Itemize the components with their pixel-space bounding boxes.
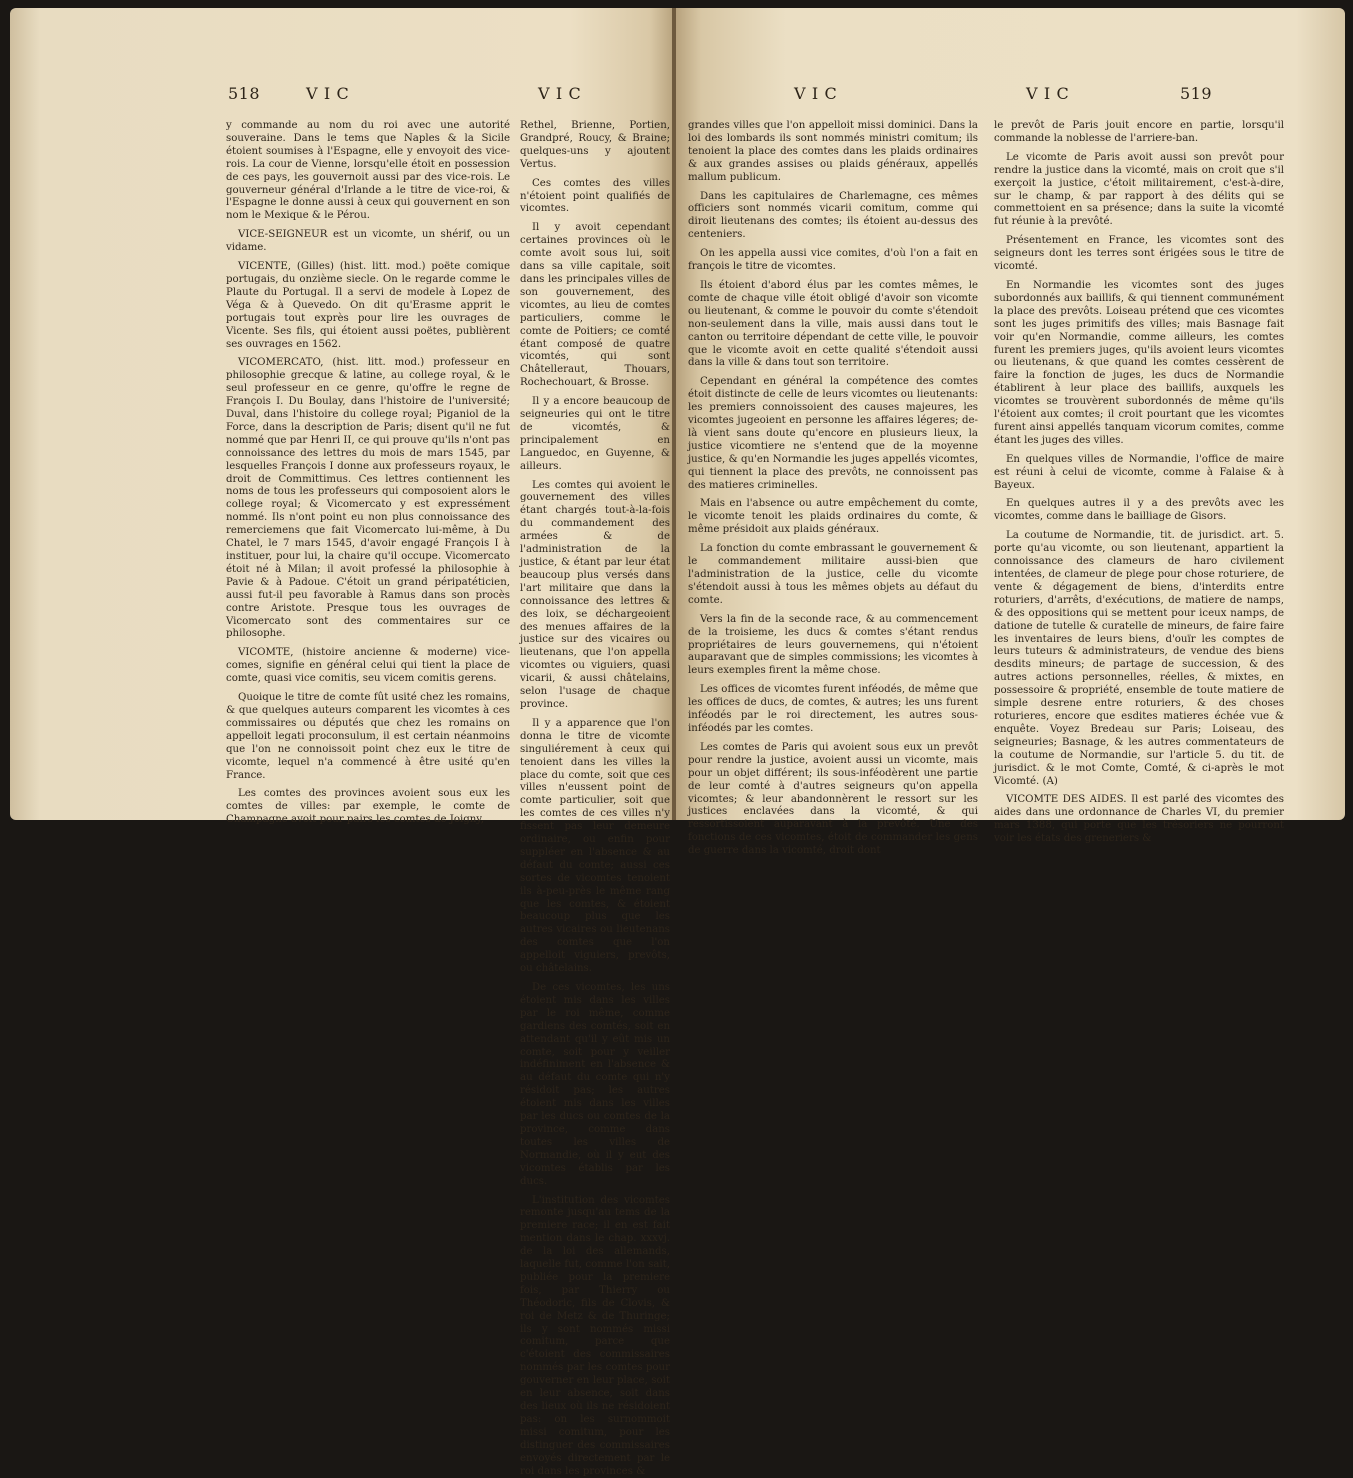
paragraph: La fonction du comte embrassant le gouvernement & le commandement militaire aussi-bien que l'administration de la justice, celle du vicomte s'étendoit aussi à tous les mêmes objets au défaut du comte. xyxy=(688,543,978,608)
right-column-2 xyxy=(994,120,1284,810)
paragraph: grandes villes que l'on appelloit missi dominici. Dans la loi des lombards ils sont nommés ministri comitum; ils tenoient la place des comtes dans les plaids ordinaires & aux grandes assises ou plaids généraux, appellés mallum publicum. xyxy=(688,120,978,185)
right-column-1 xyxy=(688,120,978,810)
paragraph: VICOMTE, (histoire ancienne & moderne) vice-comes, signifie en général celui qui tient la place de comte, quasi vice comitis, seu vicem comitis gerens. xyxy=(226,647,510,686)
right-page xyxy=(676,8,1345,820)
paragraph: Les comtes qui avoient le gouvernement des villes étant chargés tout-à-la-fois du commandement des armées & de l'administration de la justice, & étant par leur état beaucoup plus versés dans l'art militaire que dans la connoissance des lettres & des loix, se déchargeoient des menues affaires de la justice sur des vicaires ou lieutenans, que l'on appella vicomtes ou viguiers, quasi vicarii, & aussi châtelains, selon l'usage de chaque province. xyxy=(520,480,670,712)
running-head-right-1: V I C xyxy=(794,84,837,103)
page-number-left: 518 xyxy=(228,84,260,103)
paragraph: Il y a encore beaucoup de seigneuries qui ont le titre de vicomtés, & principalement en Languedoc, en Guyenne, & ailleurs. xyxy=(520,396,670,473)
paragraph: VICENTE, (Gilles) (hist. litt. mod.) poëte comique portugais, du onzième siecle. On le regarde comme le Plaute du Portugal. Il a servi de modele à Lopez de Véga & à Quevedo. On dit qu'Erasme apprit le portugais tout exprès pour lire les ouvrages de Vicente. Ses fils, qui étoient aussi poëtes, publièrent ses ouvrages en 1562. xyxy=(226,261,510,351)
paragraph: Présentement en France, les vicomtes sont des seigneurs dont les terres sont érigées sous le titre de vicomté. xyxy=(994,235,1284,274)
paragraph: En quelques autres il y a des prevôts avec les vicomtes, comme dans le bailliage de Gisors. xyxy=(994,498,1284,524)
paragraph: Mais en l'absence ou autre empêchement du comte, le vicomte tenoit les plaids ordinaires du comte, & même présidoit aux plaids généraux. xyxy=(688,498,978,537)
paragraph: Ils étoient d'abord élus par les comtes mêmes, le comte de chaque ville étoit obligé d'avoir son vicomte ou lieutenant, & comme le pouvoir du comte s'étendoit non-seulement dans la ville, mais aussi dans tout le canton ou territoire dépendant de cette ville, le pouvoir que le vicomte avoit en cette qualité s'étendoit aussi dans la ville & dans tout son territoire. xyxy=(688,280,978,370)
running-head-left-2: V I C xyxy=(538,84,581,103)
paragraph: VICOMERCATO, (hist. litt. mod.) professeur en philosophie grecque & latine, au college royal, & le seul professeur en ce genre, qu'offre le regne de François I. Du Boulay, dans l'histoire de l'université; Duval, dans l'histoire du college royal; Piganiol de la Force, dans la description de Paris; disent qu'il ne fut nommé que par Henri II, ce qui prouve qu'ils n'ont pas connoissance des lettres du mois de mars 1545, par lesquelles François I donne aux professeurs royaux, le droit de Committimus. Ces lettres contiennent les noms de tous les professeurs qui composoient alors le college royal; & Vicomercato y est expressément nommé. Ils n'ont point eu non plus connoissance des remerciemens que fait Vicomercato lui-même, à Du Chatel, le 7 mars 1545, d'avoir engagé François I à instituer, pour lui, la chaire qu'il occupe. Vicomercato étoit né à Milan; il avoit professé la philosophie à Pavie & à Padoue. C'étoit un grand péripatéticien, aussi fut-il peu favorable à Ramus dans son procès contre Aristote. Presque tous les ouvrages de Vicomercato sont des commentaires sur ce philosophe. xyxy=(226,357,510,641)
paragraph: Vers la fin de la seconde race, & au commencement de la troisieme, les ducs & comtes s'étant rendus propriétaires de leurs gouvernemens, qui n'étoient auparavant que de simples commissions; les vicomtes à leurs exemples firent la même chose. xyxy=(688,614,978,679)
paragraph: De ces vicomtes, les uns étoient mis dans les villes par le roi même, comme gardiens des comtés, soit en attendant qu'il y eût mis un comte, soit pour y veiller indéfiniment en l'absence & au défaut du comte qui n'y résidoit pas; les autres étoient mis dans les villes par les ducs ou comtes de la province, comme dans toutes les villes de Normandie, où il y eut des vicomtes établis par les ducs. xyxy=(520,982,670,1189)
paragraph: Dans les capitulaires de Charlemagne, ces mêmes officiers sont nommés vicarii comitum, comme qui diroit lieutenans des comtes; ils étoient au-dessus des centeniers. xyxy=(688,191,978,243)
paragraph: Il y a apparence que l'on donna le titre de vicomte singuliérement à ceux qui tenoient dans les villes la place du comte, soit que ces villes n'eussent point de comte particulier, soit que les comtes de ces villes n'y fissent pas leur demeure ordinaire, ou enfin pour suppléer en l'absence & au défaut du comte; aussi ces sortes de vicomtes tenoient ils à-peu-près le même rang que les comtes, & étoient beaucoup plus que les autres vicaires ou lieutenans des comtes que l'on appelloit viguiers, prevôts, ou châtelains. xyxy=(520,718,670,976)
paragraph: Le vicomte de Paris avoit aussi son prevôt pour rendre la justice dans la vicomté, mais on croit que s'il exerçoit la justice, c'étoit militairement, c'est-à-dire, sur le champ, & par rapport à des délits qui se commettoient en sa présence; dans la suite la vicomté fut réunie à la prevôté. xyxy=(994,152,1284,229)
paragraph: La coutume de Normandie, tit. de jurisdict. art. 5. porte qu'au vicomte, ou son lieutenant, appartient la connoissance des clameurs de haro civilement intentées, de clameur de plege pour chose roturiere, de vente & dégagement de biens, d'interdits entre roturiers, d'arrêts, d'exécutions, de matiere de namps, & des oppositions qui se mettent pour iceux namps, de datione de tutelle & curatelle de mineurs, de faire faire les inventaires de leurs biens, d'ouïr les comptes de leurs tuteurs & administrateurs, de vendue des biens desdits mineurs; de partage de succession, & des autres actions personnelles, réelles, & mixtes, en possessoire & propriété, ensemble de toute matiere de simple desrene entre roturiers, & des choses roturieres, encore que esdites matieres échée vue & enquête. Voyez Bredeau sur Paris; Loiseau, des seigneuries; Basnage, & les autres commentateurs de la coutume de Normandie, sur l'article 5. du tit. de jurisdict. & le mot Comte, Comté, & ci-après le mot Vicomté. (A) xyxy=(994,530,1284,788)
paragraph: VICOMTE DES AIDES. Il est parlé des vicomtes des aides dans une ordonnance de Charles VI, du premier mars 1388, qui porte que les trésoriers ne pourront voir les états des greneriers & xyxy=(994,794,1284,846)
paragraph: Les offices de vicomtes furent inféodés, de même que les offices de ducs, de comtes, & autres; les uns furent inféodés par le roi directement, les autres sous-inféodés par les comtes. xyxy=(688,684,978,736)
book-spread xyxy=(10,8,1345,820)
left-column-1 xyxy=(226,120,510,810)
running-head-right-2: V I C xyxy=(1026,84,1069,103)
paragraph: Ces comtes des villes n'étoient point qualifiés de vicomtes. xyxy=(520,178,670,217)
page-number-right: 519 xyxy=(1180,84,1212,103)
paragraph: y commande au nom du roi avec une autorité souveraine. Dans le tems que Naples & la Sicile étoient soumises à l'Espagne, elle y envoyoit des vice-rois. La cour de Vienne, lorsqu'elle étoit en possession de ces pays, les gouvernoit aussi par des vice-rois. Le gouverneur général d'Irlande a le titre de vice-roi, & l'Espagne le donne aussi à ceux qui gouvernent en son nom le Mexique & le Pérou. xyxy=(226,120,510,223)
paragraph: Les comtes de Paris qui avoient sous eux un prevôt pour rendre la justice, avoient aussi un vicomte, mais pour un objet différent; ils sous-inféodèrent une partie de leur comté à d'autres seigneurs qu'on appella vicomtes; & leur abandonnèrent le ressort sur les justices enclavées dans la vicomté, & qui ressortissoient auparavant à la prevôté. Une des fonctions de ces vicomtes, étoit de commander les gens de guerre dans la vicomté, droit dont xyxy=(688,742,978,858)
left-page xyxy=(10,8,674,820)
paragraph: Quoique le titre de comte fût usité chez les romains, & que quelques auteurs comparent les vicomtes à ces commissaires ou députés que chez les romains on appelloit legati proconsulum, il est certain néanmoins que l'on ne connoissoit point chez eux le titre de vicomte, lequel n'a commencé à être usité qu'en France. xyxy=(226,692,510,782)
paragraph: le prevôt de Paris jouit encore en partie, lorsqu'il commande la noblesse de l'arriere-ban. xyxy=(994,120,1284,146)
left-column-2 xyxy=(520,120,670,810)
paragraph: VICE-SEIGNEUR est un vicomte, un shérif, ou un vidame. xyxy=(226,229,510,255)
paragraph: On les appella aussi vice comites, d'où l'on a fait en françois le titre de vicomtes. xyxy=(688,248,978,274)
paragraph: En quelques villes de Normandie, l'office de maire est réuni à celui de vicomte, comme à Falaise & à Bayeux. xyxy=(994,454,1284,493)
paragraph: En Normandie les vicomtes sont des juges subordonnés aux baillifs, & qui tiennent communément la place des prevôts. Loiseau prétend que ces vicomtes sont les juges primitifs des villes; mais Basnage fait voir qu'en Normandie, comme ailleurs, les comtes furent les premiers juges, qu'ils avoient leurs vicomtes ou lieutenans, & que quand les comtes cessèrent de faire la fonction de juges, les ducs de Normandie établirent à leur place des baillifs, auxquels les vicomtes se trouvèrent subordonnés de même qu'ils l'étoient aux comtes; il croit pourtant que les vicomtes furent ainsi appellés tanquam vicorum comites, comme étant les juges des villes. xyxy=(994,280,1284,448)
paragraph: L'institution des vicomtes remonte jusqu'au tems de la premiere race; il en est fait mention dans le chap. xxxvj. de la loi des allemands, laquelle fut, comme l'on sait, publiée pour la premiere fois, par Thierry ou Théodoric, fils de Clovis, & roi de Metz & de Thuringe; ils y sont nommés missi comitum, parce que c'étoient des commissaires nommés par les comtes pour gouverner en leur place, soit en leur absence, soit dans des lieux où ils ne résidoient pas: on les surnommoit missi comitum, pour les distinguer des commissaires envoyés directement par le roi dans les provinces & xyxy=(520,1195,670,1478)
paragraph: Rethel, Brienne, Portien, Grandpré, Roucy, & Braine; quelques-uns y ajoutent Vertus. xyxy=(520,120,670,172)
paragraph: Les comtes des provinces avoient sous eux les comtes de villes: par exemple, le comte de Champagne avoit pour pairs les comtes de Joigny, xyxy=(226,788,510,827)
paragraph: Il y avoit cependant certaines provinces où le comte avoit sous lui, soit dans sa ville capitale, soit dans les principales villes de son gouvernement, des vicomtes, au lieu de comtes particuliers, comme le comte de Poitiers; ce comté étant composé de quatre vicomtés, qui sont Châtelleraut, Thouars, Rochechouart, & Brosse. xyxy=(520,222,670,390)
running-head-left-1: V I C xyxy=(306,84,349,103)
paragraph: Cependant en général la compétence des comtes étoit distincte de celle de leurs vicomtes ou lieutenants: les premiers connoissoient des causes majeures, les vicomtes jugeoient en personne les affaires légeres; de-là vient sans doute qu'encore en plusieurs lieux, la justice vicomtiere ne s'entend que de la moyenne justice, & qu'en Normandie les juges appellés vicomtes, qui tiennent la place des prevôts, ne connoissent pas des matieres criminelles. xyxy=(688,376,978,492)
